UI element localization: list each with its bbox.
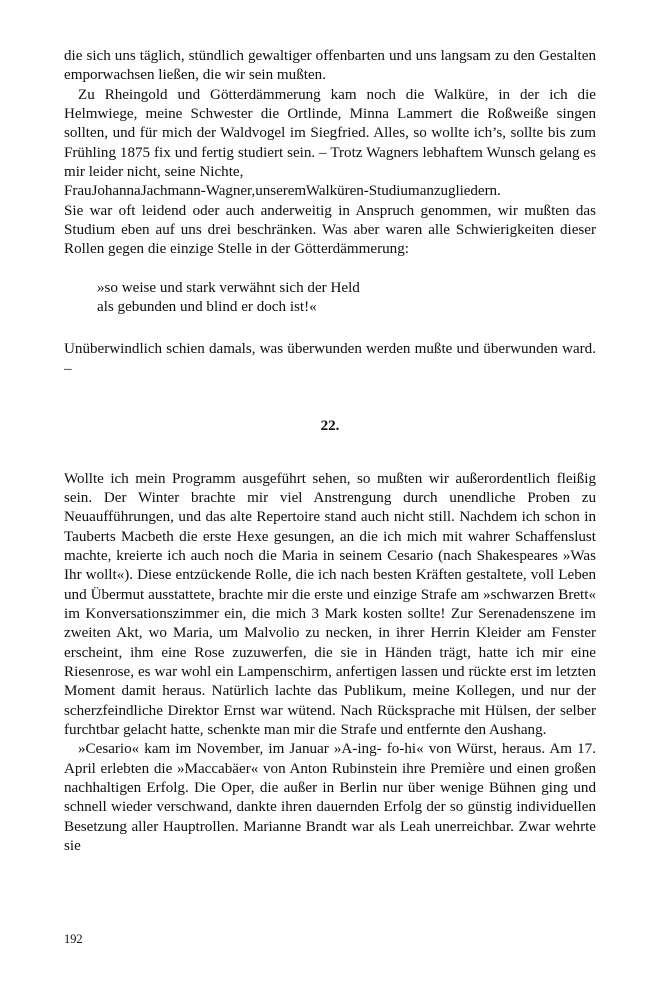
verse-line-2: als gebunden und blind er doch ist!« [97, 299, 317, 316]
paragraph-cesario: »Cesario« kam im November, im Januar »A-ing- fo-hi« von Würst, heraus. Am 17. April erlebten die »Maccabäer« von Anton Rubinstein ihre Première und einen großen nachhaltigen Erfolg. Die Oper, die außer in Berlin nur über wenige Bühnen ging und schnell wieder verschwand, dankte ihren dauernden Erfolg der so günstig individuellen Besetzung aller Hauptrollen. Marianne Brandt war als Leah unerreichbar. Zwar wehrte sie [64, 741, 596, 855]
chapter-number-heading: 22. [320, 418, 340, 435]
verse-spacer-below [64, 317, 596, 340]
paragraph-walkuere-part-b: Sie war oft leidend oder auch anderweitig in Anspruch genommen, wir mußten das Studium eben auf uns drei beschränken. Was aber waren alle Schwierigkeiten dieser Rollen gegen die einzige Stelle in der Götterdämmerung: [64, 202, 596, 258]
paragraph-programm: Wollte ich mein Programm ausgeführt sehen, so mußten wir außerordentlich fleißig sein. Der Winter brachte mir viel Anstrengung durch unendliche Proben zu Neuaufführungen, und das alte Repertoire stand auch nicht still. Nachdem ich schon in Tauberts Macbeth die erste Hexe gesungen, an die ich mich mit wahrer Schaffenslust machte, kreierte ich auch noch die Maria in seinem Cesario (nach Shakespeares »Was Ihr wollt«). Diese entzückende Rolle, die ich nach besten Kräften gestaltete, voll Leben und Übermut ausstattete, brachte mir die erste und einzige Strafe am »schwarzen Brett« im Konversationszimmer ein, die mich 3 Mark kosten sollte! Zur Serenadenszene im zweiten Akt, wo Maria, um Malvolio zu necken, in ihrer Herrin Kleider am Fenster erscheint, ihm eine Rose zuzuwerfen, die sie in Händen trägt, hatte ich mir eine Riesenrose, es war wohl ein Lampenschirm, anfertigen lassen und rückte erst im letzten Moment damit heraus. Natürlich lachte das Publikum, meine Kollegen, und nur der scherzfeindliche Direktor Ernst war wütend. Nach Rücksprache mit Hülsen, der selber furchtbar gelacht hatte, schenkte man mir die Strafe und entfernte den Aushang. [64, 470, 596, 738]
page-number: 192 [64, 932, 83, 946]
page-text-block [64, 47, 596, 856]
chapter-spacer-above [64, 379, 596, 417]
paragraph-walkuere-tight-line: Frau Johanna Jachmann-Wagner, unserem Walküren-Studium anzugliedern. [64, 183, 501, 200]
verse-line-1: »so weise und stark verwähnt sich der Held [97, 279, 360, 296]
verse-spacer-above [64, 260, 596, 279]
paragraph-unueberwindlich: Unüberwindlich schien damals, was überwunden werden mußte und überwunden ward. – [64, 341, 596, 377]
paragraph-continued: die sich uns täglich, stündlich gewaltiger offenbarten und uns langsam zu den Gestalten emporwachsen ließen, die wir sein mußten. [64, 48, 596, 84]
paragraph-walkuere-part-a: Zu Rheingold und Götterdämmerung kam noch die Walküre, in der ich die Helmwiege, meine Schwester die Ortlinde, Minna Lammert die Roßweiße singen sollten, und für mich der Waldvogel im Siegfried. Alles, so wollte ich’s, sollte bis zum Frühling 1875 fix und fertig studiert sein. – Trotz Wagners lebhaftem Wunsch gelang es mir leider nicht, seine Nichte, [64, 86, 596, 181]
chapter-spacer-below [64, 437, 596, 470]
